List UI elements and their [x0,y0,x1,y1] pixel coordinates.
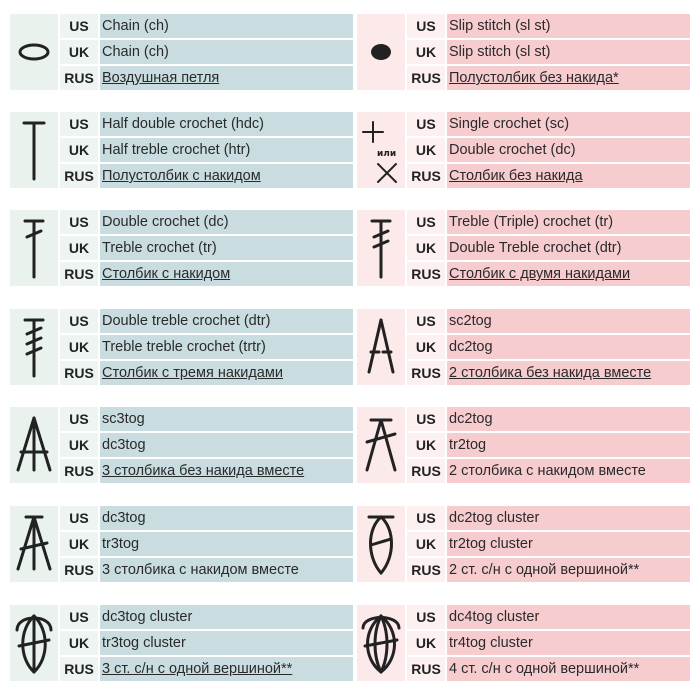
term-us: sc2tog [447,309,690,333]
term-rus: 4 ст. с/н с одной вершиной** [447,657,690,681]
label-uk: UK [407,433,445,457]
label-us: US [60,210,98,234]
term-us: dc3tog [100,506,353,530]
label-us: US [60,14,98,38]
term-uk: Treble treble crochet (trtr) [100,335,353,359]
term-rus-link[interactable]: Столбик с тремя накидами [100,361,353,385]
label-us: US [60,309,98,333]
label-uk: UK [60,335,98,359]
term-us: dc2tog [447,407,690,431]
term-us: sc3tog [100,407,353,431]
term-rus-link[interactable]: 3 ст. с/н с одной вершиной** [100,657,353,681]
term-rus-link[interactable]: Столбик с двумя накидами [447,262,690,286]
label-uk: UK [407,631,445,655]
or-label: или [377,149,397,159]
term-rus-link[interactable]: Столбик с накидом [100,262,353,286]
label-uk: UK [60,631,98,655]
term-us: Double treble crochet (dtr) [100,309,353,333]
dc3tog-icon [10,506,58,582]
symbol-entry-sc2tog [357,309,690,385]
term-uk: Slip stitch (sl st) [447,40,690,64]
term-rus-link[interactable]: Воздушная петля [100,66,353,90]
chain-oval-icon [10,14,58,90]
dc4tog-cluster-icon [357,605,405,681]
sc3tog-icon [10,407,58,483]
term-us: dc3tog cluster [100,605,353,629]
term-uk: dc3tog [100,433,353,457]
symbol-entry-chain [10,14,353,90]
label-uk: UK [407,236,445,260]
symbol-entry-dc3tog-cluster [10,605,353,681]
term-uk: Half treble crochet (htr) [100,138,353,162]
label-rus: RUS [407,262,445,286]
label-rus: RUS [60,558,98,582]
symbol-entry-dtr [10,309,353,385]
term-rus-link[interactable]: Столбик без накида [447,164,690,188]
term-us: Chain (ch) [100,14,353,38]
label-uk: UK [60,40,98,64]
label-rus: RUS [60,164,98,188]
label-rus: RUS [60,66,98,90]
dc3tog-cluster-icon [10,605,58,681]
symbol-entry-dc [10,210,353,286]
term-uk: tr3tog cluster [100,631,353,655]
symbol-entry-dc2tog-cluster [357,506,690,582]
symbol-entry-dc4tog-cluster [357,605,690,681]
half-double-crochet-icon [10,112,58,188]
term-rus-link[interactable]: Полустолбик с накидом [100,164,353,188]
term-rus-link[interactable]: 2 столбика без накида вместе [447,361,690,385]
label-us: US [60,112,98,136]
label-uk: UK [407,138,445,162]
symbol-entry-dc3tog [10,506,353,582]
label-us: US [407,112,445,136]
term-uk: Chain (ch) [100,40,353,64]
label-us: US [60,407,98,431]
double-treble-crochet-icon [10,309,58,385]
term-us: dc2tog cluster [447,506,690,530]
term-rus-link[interactable]: Полустолбик без накида* [447,66,690,90]
label-rus: RUS [60,361,98,385]
dc2tog-cluster-icon [357,506,405,582]
label-rus: RUS [60,262,98,286]
term-uk: Treble crochet (tr) [100,236,353,260]
slip-stitch-dot-icon [357,14,405,90]
label-us: US [60,605,98,629]
term-uk: tr4tog cluster [447,631,690,655]
label-rus: RUS [407,459,445,483]
label-us: US [60,506,98,530]
term-uk: dc2tog [447,335,690,359]
label-us: US [407,605,445,629]
label-uk: UK [407,532,445,556]
term-uk: tr2tog cluster [447,532,690,556]
label-rus: RUS [60,459,98,483]
term-rus-link[interactable]: 3 столбика без накида вместе [100,459,353,483]
symbol-entry-tr [357,210,690,286]
symbol-entry-sc [357,112,690,188]
term-us: Double crochet (dc) [100,210,353,234]
treble-crochet-icon [357,210,405,286]
label-uk: UK [60,532,98,556]
term-us: Treble (Triple) crochet (tr) [447,210,690,234]
label-uk: UK [407,335,445,359]
term-uk: tr3tog [100,532,353,556]
symbol-entry-hdc [10,112,353,188]
label-uk: UK [60,433,98,457]
label-us: US [407,14,445,38]
label-rus: RUS [407,164,445,188]
term-uk: Double Treble crochet (dtr) [447,236,690,260]
label-uk: UK [60,236,98,260]
label-rus: RUS [407,66,445,90]
symbol-entry-slip-stitch [357,14,690,90]
symbol-entry-dc2tog [357,407,690,483]
symbol-entry-sc3tog [10,407,353,483]
label-us: US [407,210,445,234]
single-crochet-plus-or-x-icon [357,112,405,188]
term-uk: tr2tog [447,433,690,457]
sc2tog-icon [357,309,405,385]
term-rus: 3 столбика с накидом вместе [100,558,353,582]
label-uk: UK [60,138,98,162]
label-us: US [407,309,445,333]
term-us: Slip stitch (sl st) [447,14,690,38]
term-us: Half double crochet (hdc) [100,112,353,136]
label-us: US [407,506,445,530]
term-uk: Double crochet (dc) [447,138,690,162]
label-rus: RUS [407,657,445,681]
term-rus: 2 столбика с накидом вместе [447,459,690,483]
double-crochet-icon [10,210,58,286]
label-uk: UK [407,40,445,64]
term-us: Single crochet (sc) [447,112,690,136]
label-rus: RUS [407,558,445,582]
label-rus: RUS [60,657,98,681]
term-us: dc4tog cluster [447,605,690,629]
label-us: US [407,407,445,431]
term-rus: 2 ст. с/н с одной вершиной** [447,558,690,582]
dc2tog-icon [357,407,405,483]
label-rus: RUS [407,361,445,385]
